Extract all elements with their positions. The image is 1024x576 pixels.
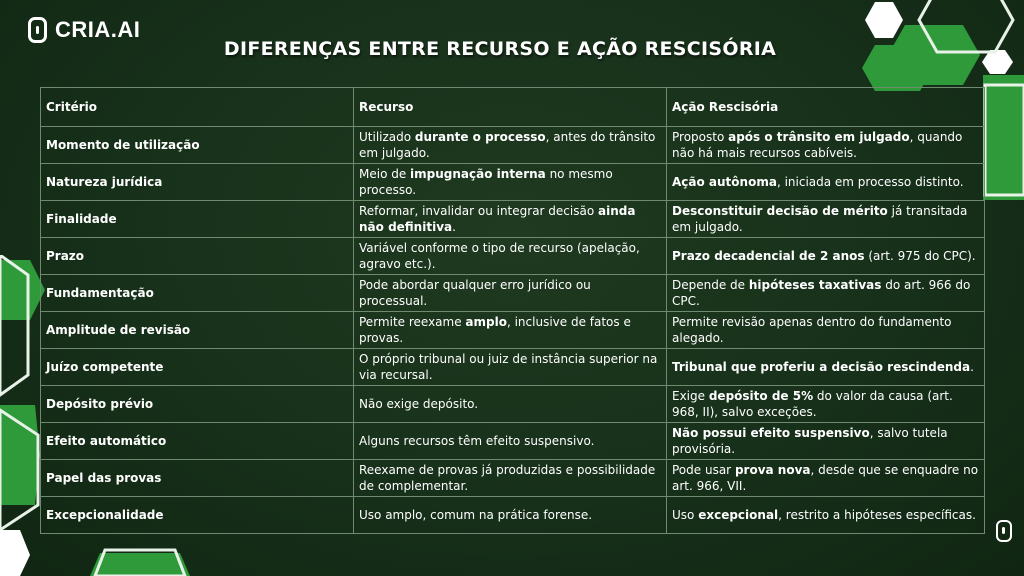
recurso-cell — [354, 275, 667, 312]
criterio-cell: Momento de utilização — [41, 127, 354, 164]
rescisoria-cell — [667, 127, 985, 164]
bold-text: amplo — [465, 315, 507, 329]
page-title: DIFERENÇAS ENTRE RECURSO E AÇÃO RESCISÓRIA — [223, 38, 777, 60]
text: Permite revisão apenas dentro do fundamento alegado. — [672, 315, 952, 345]
rescisoria-cell — [667, 312, 985, 349]
table-row — [41, 127, 985, 164]
rescisoria-cell — [667, 201, 985, 238]
text: , desde que se enquadre no art. 966, VII. — [672, 463, 979, 493]
text: Proposto — [672, 130, 729, 144]
text: Permite reexame — [359, 315, 466, 329]
bold-text: Desconstituir decisão de mérito — [672, 204, 888, 218]
header-acao-rescisoria: Ação Rescisória — [667, 88, 985, 127]
text: Reformar, invalidar ou integrar decisão — [359, 204, 598, 218]
criterio-cell: Amplitude de revisão — [41, 312, 354, 349]
text: do art. 966 do CPC. — [672, 278, 971, 308]
table-header-row — [41, 88, 985, 127]
text: , antes do trânsito em julgado. — [359, 130, 656, 160]
text: Uso amplo, comum na prática forense. — [359, 508, 593, 522]
bold-text: Prazo decadencial de 2 anos — [672, 249, 865, 263]
table-row — [41, 312, 985, 349]
text: , inclusive de fatos e provas. — [359, 315, 631, 345]
criterio-cell: Efeito automático — [41, 423, 354, 460]
rescisoria-cell — [667, 386, 985, 423]
bold-text: Tribunal que proferiu a decisão rescindenda — [672, 360, 971, 374]
bold-text: depósito de 5% — [708, 389, 814, 403]
recurso-cell — [354, 460, 667, 497]
rescisoria-cell — [667, 275, 985, 312]
table-row — [41, 460, 985, 497]
recurso-cell — [354, 312, 667, 349]
table-row — [41, 497, 985, 534]
text: . — [452, 220, 456, 234]
text: Meio de — [359, 167, 411, 181]
criterio-cell: Fundamentação — [41, 275, 354, 312]
recurso-cell — [354, 238, 667, 275]
recurso-cell — [354, 349, 667, 386]
table-row — [41, 386, 985, 423]
text: . — [970, 360, 974, 374]
text: Reexame de provas já produzidas e possibilidade de complementar. — [359, 463, 656, 493]
recurso-cell — [354, 127, 667, 164]
table-row — [41, 164, 985, 201]
text: O próprio tribunal ou juiz de instância superior na via recursal. — [359, 352, 658, 382]
bold-text: ainda não definitiva — [359, 204, 636, 234]
text: , iniciada em processo distinto. — [776, 175, 964, 189]
bold-text: após o trânsito em julgado — [728, 130, 910, 144]
text: Exige — [672, 389, 709, 403]
text: Uso — [672, 508, 699, 522]
hexagon-decoration-bottom — [80, 548, 200, 576]
bold-text: impugnação interna — [410, 167, 546, 181]
table-row — [41, 201, 985, 238]
cria-corner-logo-icon — [996, 520, 1012, 542]
text: Não exige depósito. — [359, 397, 479, 411]
comparison-table — [40, 87, 985, 534]
header-recurso: Recurso — [354, 88, 667, 127]
table-body — [41, 127, 985, 534]
bold-text: durante o processo — [414, 130, 546, 144]
bold-text: prova nova — [734, 463, 811, 477]
rescisoria-cell — [667, 460, 985, 497]
table-row — [41, 238, 985, 275]
recurso-cell — [354, 386, 667, 423]
criterio-cell: Excepcionalidade — [41, 497, 354, 534]
recurso-cell — [354, 423, 667, 460]
rescisoria-cell — [667, 497, 985, 534]
bold-text: Não possui efeito suspensivo — [672, 426, 870, 440]
recurso-cell — [354, 497, 667, 534]
recurso-cell — [354, 164, 667, 201]
rescisoria-cell — [667, 423, 985, 460]
bold-text: Ação autônoma — [672, 175, 777, 189]
text: no mesmo processo. — [359, 167, 613, 197]
text: (art. 975 do CPC). — [864, 249, 976, 263]
text: , restrito a hipóteses específicas. — [778, 508, 976, 522]
table-row — [41, 423, 985, 460]
bold-text: hipóteses taxativas — [748, 278, 882, 292]
criterio-cell: Prazo — [41, 238, 354, 275]
rescisoria-cell — [667, 164, 985, 201]
text: Depende de — [672, 278, 749, 292]
brand-name: CRIA.AI — [55, 17, 141, 42]
recurso-cell — [354, 201, 667, 238]
text: Alguns recursos têm efeito suspensivo. — [359, 434, 595, 448]
text: , salvo tutela provisória. — [672, 426, 948, 456]
text: já transitada em julgado. — [672, 204, 968, 234]
rescisoria-cell — [667, 238, 985, 275]
text: Pode usar — [672, 463, 735, 477]
text: Variável conforme o tipo de recurso (apelação, agravo etc.). — [359, 241, 640, 271]
header-criterio: Critério — [41, 88, 354, 127]
rescisoria-cell — [667, 349, 985, 386]
criterio-cell: Papel das provas — [41, 460, 354, 497]
text: do valor da causa (art. 968, II), salvo exceções. — [672, 389, 953, 419]
criterio-cell: Juízo competente — [41, 349, 354, 386]
criterio-cell: Depósito prévio — [41, 386, 354, 423]
table-row — [41, 349, 985, 386]
text: Utilizado — [359, 130, 415, 144]
text: , quando não há mais recursos cabíveis. — [672, 130, 963, 160]
criterio-cell: Natureza jurídica — [41, 164, 354, 201]
text: Pode abordar qualquer erro jurídico ou processual. — [359, 278, 591, 308]
table-row — [41, 275, 985, 312]
bold-text: excepcional — [698, 508, 779, 522]
criterio-cell: Finalidade — [41, 201, 354, 238]
